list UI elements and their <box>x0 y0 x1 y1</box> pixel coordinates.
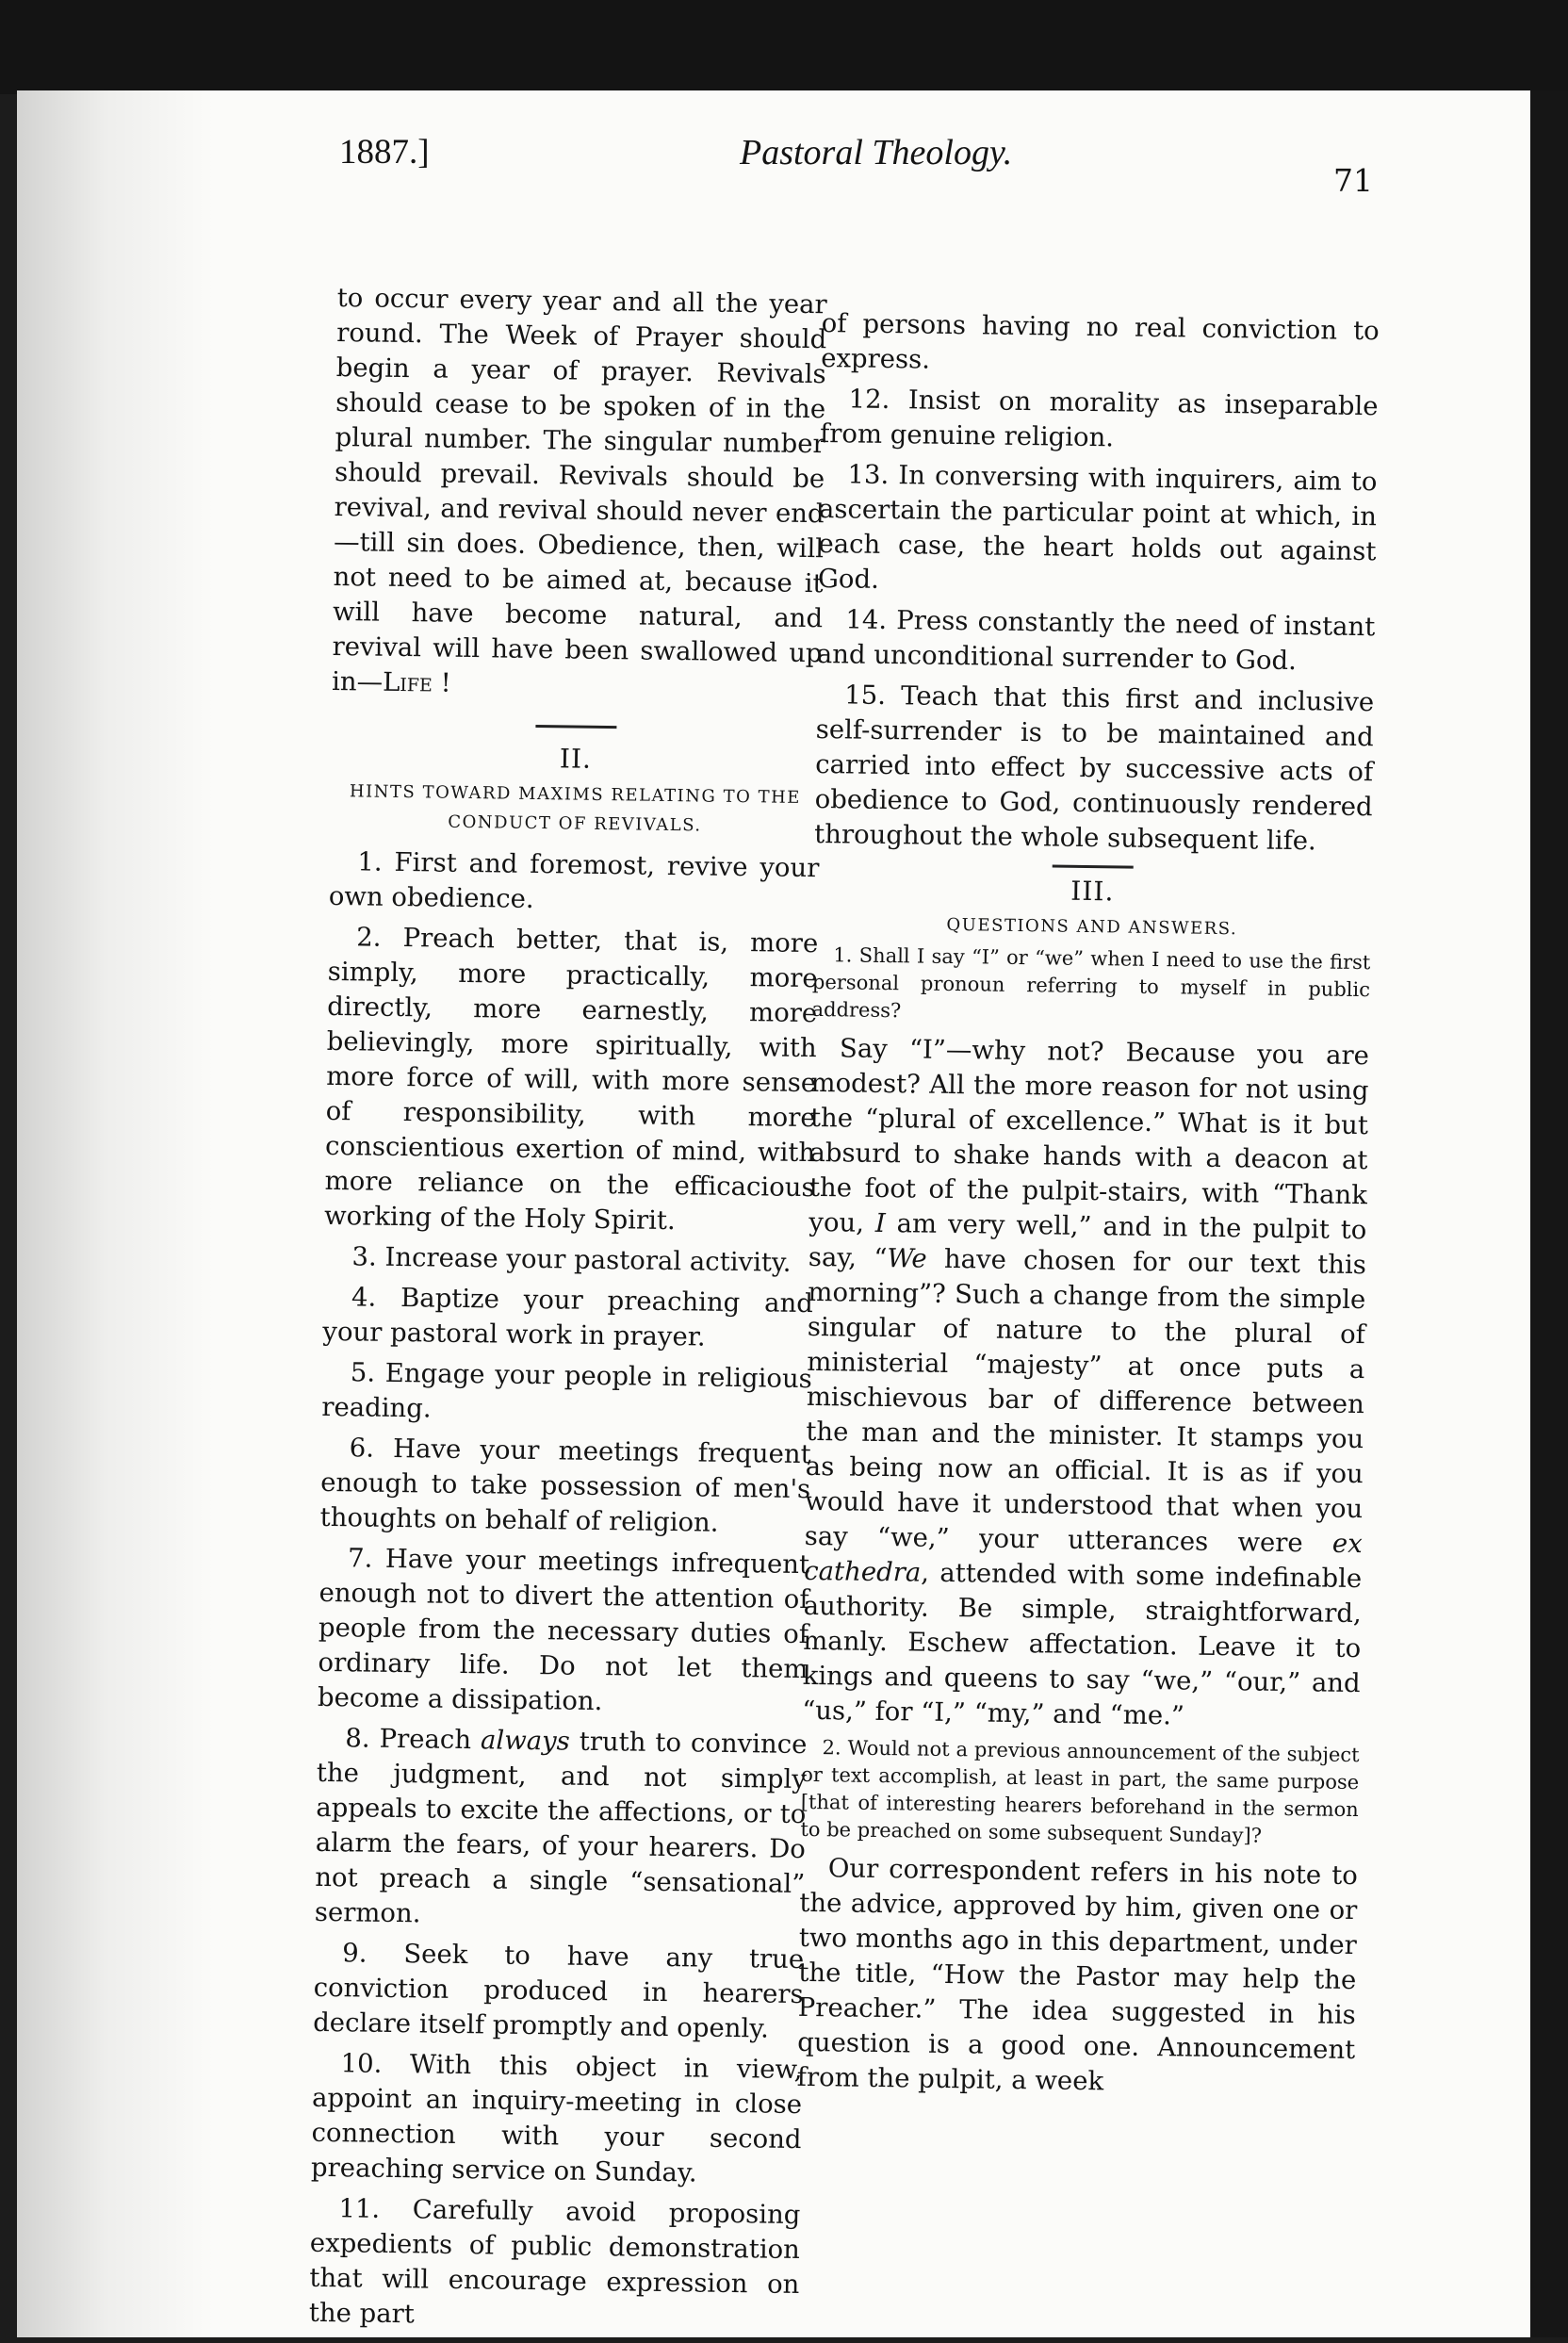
intro-end: ! <box>432 667 451 698</box>
hint-item-4: 4. Baptize your preaching and your pastoral work in prayer. <box>322 1282 814 1352</box>
hint-item-14: 14. Press constantly the need of instant and unconditional surrender to God. <box>816 604 1376 677</box>
intro-text: to occur every year and all the year round. The Week of Prayer should begin a year of prayer. Revivals should cease to be spoken of in the plural number. The singular number should prevail. Revivals should be revival, and revival should never end—till sin does. Obedience, then, will not need to be aimed at, because it will have become natural, and revival will have been swallowed up in— <box>331 282 827 697</box>
answer-1 <box>802 1031 1369 1736</box>
hint-item-9: 9. Seek to have any true conviction produced in hearers declare itself promptly and openly. <box>312 1938 805 2044</box>
section-2-number: II. <box>559 743 593 775</box>
hint-item-6: 6. Have your meetings frequent enough to take possession of men's thoughts on behalf of religion. <box>319 1433 811 1538</box>
hint-item-8-italic: always <box>480 1725 571 1757</box>
hint-item-8-start: 8. Preach <box>345 1723 482 1756</box>
page-gutter-shadow <box>17 90 215 2337</box>
hint-item-1: 1. First and foremost, revive your own obedience. <box>328 846 820 914</box>
answer-1-italic-i: I <box>874 1207 886 1239</box>
answer-1-part-1: Say “I”—why not? Because you are modest? All the more reason for not using the “plural of excellence.” What is it but absurd to shake hands with a deacon at the foot of the pulpit-stairs, with “Thank you, <box>808 1033 1370 1238</box>
answer-1-italic-we: We <box>887 1243 927 1274</box>
hint-item-12: 12. Insist on morality as inseparable from genuine religion. <box>819 384 1379 453</box>
answer-1-italic-ex-cathedra: ex cathedra <box>804 1528 1363 1588</box>
scan-right-border <box>1530 90 1568 2337</box>
section-3-number: III. <box>1070 875 1115 908</box>
left-column <box>309 281 827 2343</box>
hint-item-13: 13. In conversing with inquirers, aim to ascertain the particular point at which, in each case, the heart holds out against God. <box>817 459 1378 595</box>
hint-item-10: 10. With this object in view, appoint an inquiry-meeting in close connection with your second preaching service on Sunday. <box>310 2048 803 2188</box>
page-number: 71 <box>1333 162 1373 199</box>
right-column <box>796 306 1380 2108</box>
hint-item-7: 7. Have your meetings infrequent enough not to divert the attention of people from the necessary duties of ordinary life. Do not let them become a dissipation. <box>317 1543 810 1717</box>
hint-item-3: 3. Increase your pastoral activity. <box>351 1241 792 1278</box>
hint-item-8 <box>315 1721 808 1937</box>
section-divider <box>1053 864 1134 868</box>
section-3-title: QUESTIONS AND ANSWERS. <box>946 914 1238 940</box>
answer-1-part-4: , attended with some indefinable authority. Be simple, straightforward, manly. Eschew affectation. Leave it to kings and queens to say “we,” “our,” and “us,” for “I,” “my,” and “me.” <box>801 1557 1363 1731</box>
section-2-title: HINTS TOWARD MAXIMS RELATING TO THE CONDUCT OF REVIVALS. <box>349 781 802 836</box>
question-1: 1. Shall I say “I” or “we” when I need to use the first personal pronoun referring to myself in public address? <box>811 943 1371 1023</box>
hint-item-5: 5. Engage your people in religious reading. <box>321 1357 813 1424</box>
scan-top-border <box>0 0 1568 94</box>
hint-item-15: 15. Teach that this first and inclusive self-surrender is to be maintained and carried into effect by successive acts of obedience to God, continuously rendered throughout the whole subsequent life. <box>813 680 1375 857</box>
hint-item-11-continued: of persons having no real conviction to express. <box>821 307 1380 375</box>
answer-1-part-3: have chosen for our text this morning”? Such a change from the simple singular of nature to the plural of ministerial “majesty” at once puts a mischievous bar of difference between the man and the minister. It stamps you as being now an official. It is as if you would have it understood that when you say “we,” your utterances were <box>804 1243 1367 1559</box>
section-divider <box>535 725 616 729</box>
answer-2: Our correspondent refers in his note to the advice, approved by him, given one or two months ago in this department, under the title, “How the Pastor may help the Preacher.” The idea suggested in his question is a good one. Announcement from the pulpit, a week <box>796 1853 1359 2097</box>
answer-1-part-2: am very well,” and in the pulpit to say, “ <box>808 1208 1367 1274</box>
question-2: 2. Would not a previous announcement of the subject or text accomplish, at least in part, the same purpose [that of interesting hearers beforehand in the sermon to be preached on some subsequent Sunday]? <box>800 1736 1360 1847</box>
hint-item-2: 2. Preach better, that is, more simply, more practically, more directly, more earnestly, more believingly, more spiritually, with more force of will, with more sense of responsibility, with more conscientious exertion of mind, with more reliance on the efficacious working of the Holy Spirit. <box>323 922 819 1237</box>
intro-life: Life <box>382 666 433 698</box>
intro-paragraph <box>332 281 827 706</box>
hint-item-11: 11. Carefully avoid proposing expedients of public demonstration that will encourage expression on the part <box>308 2193 801 2330</box>
hint-item-8-rest: truth to convince the judgment, and not simply appeals to excite the affections, or to alarm the fears, of your hearers. Do not preach a single “sensational” sermon. <box>314 1726 808 1929</box>
running-head-year: 1887.] <box>339 133 430 172</box>
running-head-title: Pastoral Theology. <box>740 133 1013 172</box>
